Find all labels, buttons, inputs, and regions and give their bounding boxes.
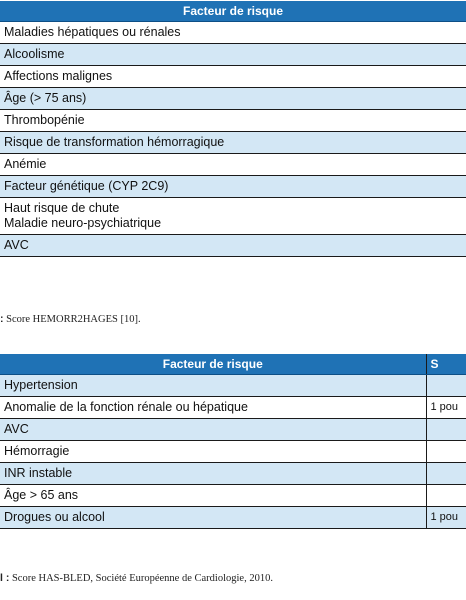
score-cell [426, 441, 466, 463]
score-cell [426, 463, 466, 485]
table-row [0, 88, 466, 110]
table-row [0, 176, 466, 198]
score-cell: 1 pou [426, 397, 466, 419]
table-row [0, 485, 466, 507]
caption-prefix: l : [0, 572, 10, 584]
table-cell: Drogues ou alcool [0, 507, 426, 529]
score-cell [426, 375, 466, 397]
table-row [0, 132, 466, 154]
table-cell: Risque de transformation hémorragique [0, 132, 466, 154]
table-cell: Hypertension [0, 375, 426, 397]
caption-text: Score HEMORR2HAGES [10]. [3, 314, 141, 325]
table-cell: Affections malignes [0, 66, 466, 88]
table-cell: Anémie [0, 154, 466, 176]
table1-header: Facteur de risque [0, 1, 466, 22]
table-cell: Hémorragie [0, 441, 426, 463]
table-cell: Âge > 65 ans [0, 485, 426, 507]
table-row [0, 22, 466, 44]
table-cell-multiline [0, 198, 466, 235]
table-cell: Alcoolisme [0, 44, 466, 66]
table-cell: AVC [0, 235, 466, 257]
table-cell: Âge (> 75 ans) [0, 88, 466, 110]
table-cell: AVC [0, 419, 426, 441]
table-cell: Anomalie de la fonction rénale ou hépatique [0, 397, 426, 419]
table-row [0, 441, 466, 463]
table-row [0, 397, 466, 419]
table-row [0, 110, 466, 132]
cell-line: Maladie neuro-psychiatrique [4, 216, 162, 230]
hemorr2hages-table [0, 1, 466, 257]
table-row [0, 375, 466, 397]
table-cell: INR instable [0, 463, 426, 485]
table2-header-factor: Facteur de risque [0, 354, 426, 375]
table-cell: Maladies hépatiques ou rénales [0, 22, 466, 44]
table-row [0, 419, 466, 441]
table-row [0, 235, 466, 257]
score-cell [426, 419, 466, 441]
caption-text: Score HAS-BLED, Société Européenne de Cardiologie, 2010. [9, 573, 273, 584]
table2-header-score: S [426, 354, 466, 375]
table-row [0, 463, 466, 485]
score-cell [426, 485, 466, 507]
table2-caption [0, 572, 273, 584]
score-cell: 1 pou [426, 507, 466, 529]
table-cell: Thrombopénie [0, 110, 466, 132]
cell-line: Haut risque de chute [4, 201, 120, 215]
table-row [0, 198, 466, 235]
table-row [0, 66, 466, 88]
table-row [0, 154, 466, 176]
table-row [0, 507, 466, 529]
table-row [0, 44, 466, 66]
table1-caption [0, 313, 141, 325]
caption-prefix: : [0, 313, 4, 325]
has-bled-table [0, 354, 466, 529]
table-cell: Facteur génétique (CYP 2C9) [0, 176, 466, 198]
